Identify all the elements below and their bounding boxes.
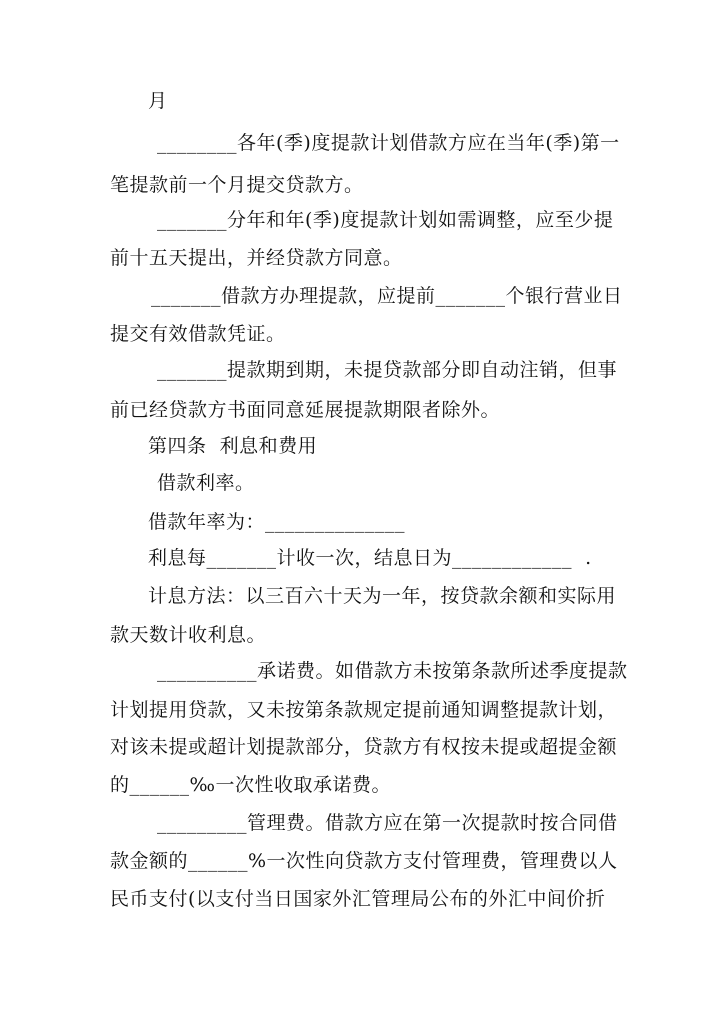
text-line: _________管理费。借款方应在第一次提款时按合同借 [157,812,618,834]
text-line: 计划提用贷款，又未按第条款规定提前通知调整提款计划， [110,699,618,721]
text-line: ________各年(季)度提款计划借款方应在当年(季)第一 [157,132,620,154]
text-line: 对该未提或超计划提款部分，贷款方有权按未提或超提金额 [110,736,618,758]
text-line: 款天数计收利息。 [110,624,267,646]
text-line: 利息每_______计收一次，结息日为____________ . [148,547,592,569]
text-line: _______借款方办理提款，应提前_______个银行营业日 [151,285,623,307]
text-line: 提交有效借款凭证。 [110,323,286,345]
text-line: 款金额的______%一次性向贷款方支付管理费，管理费以人 [110,850,618,872]
section-heading: 第四条 利息和费用 [148,435,318,457]
text-line: 计息方法：以三百六十天为一年，按贷款余额和实际用 [148,585,617,607]
text-line: 笔提款前一个月提交贷款方。 [110,174,364,196]
text-line: 的______‰一次性收取承诺费。 [110,774,391,796]
text-line: _______分年和年(季)度提款计划如需调整，应至少提 [157,209,614,231]
text-line: 借款年率为：______________ [148,511,406,533]
text-line: 借款利率。 [157,472,255,494]
text-line: 民币支付(以支付当日国家外汇管理局公布的外汇中间价折 [110,888,606,910]
text-line: 月 [148,90,168,112]
text-line: 前十五天提出，并经贷款方同意。 [110,247,403,269]
text-line: __________承诺费。如借款方未按第条款所述季度提款 [157,660,628,682]
text-line: 前已经贷款方书面同意延展提款期限者除外。 [110,399,501,421]
text-line: _______提款期到期，未提贷款部分即自动注销，但事 [157,359,618,381]
